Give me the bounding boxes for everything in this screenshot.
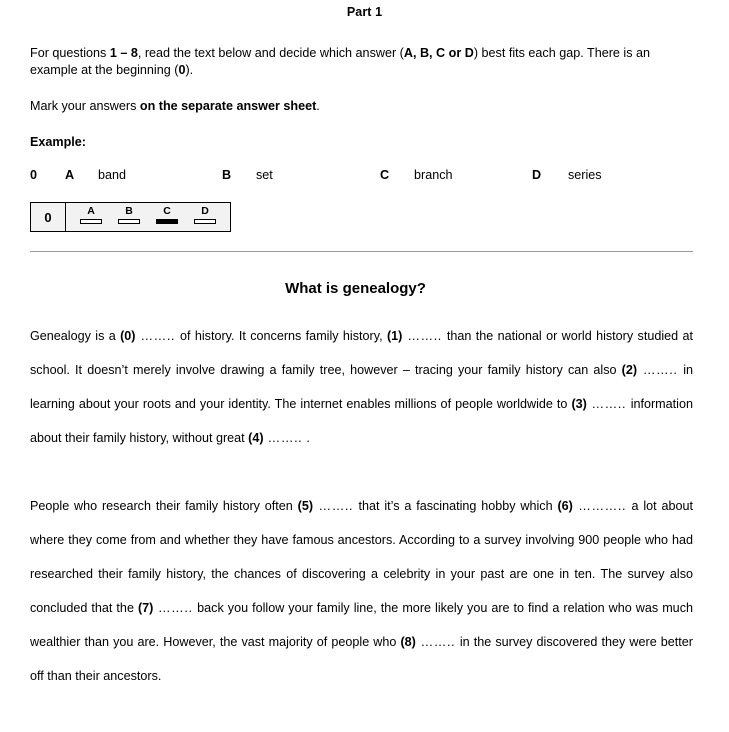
option-word-d: series (568, 168, 602, 182)
answer-grid-cell-d[interactable] (189, 205, 221, 224)
page-content (0, 45, 729, 693)
answer-grid-bar-d[interactable] (194, 219, 216, 224)
rubric-text-2: , read the text below and decide which answer ( (137, 46, 404, 60)
example-question-number: 0 (30, 168, 38, 182)
gap-dots-0: …….. (135, 329, 180, 343)
gap-dots-5: …….. (313, 499, 359, 513)
article-paragraph-1 (30, 319, 693, 455)
rubric-text-3: ) best fits each gap. There is an example at the beginning ( (30, 46, 651, 77)
example-options-row (30, 168, 693, 188)
gap-number-1: (1) (386, 329, 403, 343)
gap-dots-7: …….. (153, 601, 198, 615)
par2-text-1: People who research their family history often (30, 499, 298, 513)
par1-text-1: Genealogy is a (30, 329, 121, 343)
gap-number-6: (6) (557, 499, 573, 513)
gap-number-8: (8) (400, 635, 416, 649)
article-title: What is genealogy? (285, 280, 426, 297)
gap-number-2: (2) (621, 363, 638, 377)
gap-dots-1: …….. (402, 329, 447, 343)
part-title: Part 1 (346, 5, 383, 19)
answer-grid-letter-d: D (201, 205, 209, 217)
par1-text-4: in learning about your roots and your identity. The internet enables millions of people worldwide to (30, 363, 693, 411)
option-word-c: branch (414, 168, 453, 182)
mark-answers-instruction (30, 98, 693, 115)
par2-text-5: in the survey discovered they were better off than their ancestors. (30, 635, 693, 683)
option-word-a: band (98, 168, 127, 182)
par1-text-5: information about their family history, without great (30, 397, 693, 445)
option-letter-a: A (65, 168, 75, 182)
answer-grid-question-number: 0 (31, 203, 66, 231)
gap-dots-4: …….. (263, 431, 307, 445)
rubric-text-1: For questions (30, 46, 110, 60)
answer-grid-bar-b[interactable] (118, 219, 140, 224)
gap-number-5: (5) (297, 499, 314, 513)
par1-text-6: . (306, 431, 310, 445)
gap-dots-2: …….. (637, 363, 684, 377)
answer-grid-bar-c[interactable] (156, 219, 178, 224)
answer-grid-letter-a: A (87, 205, 95, 217)
answer-grid-cell-c[interactable] (151, 205, 183, 224)
rubric-answer-choices: A, B, C or D (403, 46, 474, 60)
par2-text-3: a lot about where they come from and whether they have famous ancestors. According to a survey involving 900 people who had researched their family history, the chances of discovering a celebrity in your past are one in ten. The survey also concluded that the (30, 499, 693, 615)
rubric-example-number: 0 (178, 63, 186, 77)
example-label: Example: (30, 135, 86, 149)
option-letter-d: D (532, 168, 542, 182)
answer-grid-letter-c: C (163, 205, 171, 217)
article-paragraph-2 (30, 489, 693, 693)
answer-grid-options (66, 203, 230, 231)
gap-number-4: (4) (248, 431, 264, 445)
section-divider (30, 251, 693, 252)
mark-text-2: . (316, 99, 320, 113)
par1-text-2: of history. It concerns family history, (180, 329, 387, 343)
par2-text-4: back you follow your family line, the more likely you are to find a relation who was much wealthier than you are. However, the vast majority of people who (30, 601, 693, 649)
option-letter-c: C (380, 168, 390, 182)
instructions-rubric (30, 45, 693, 79)
par1-text-3: than the national or world history studied at school. It doesn’t merely involve drawing a family tree, however – tracing your family history can also (30, 329, 693, 377)
mark-answer-sheet-emphasis: on the separate answer sheet (139, 99, 317, 113)
answer-grid-letter-b: B (125, 205, 133, 217)
gap-dots-8: …….. (415, 635, 460, 649)
answer-grid-cell-a[interactable] (75, 205, 107, 224)
gap-dots-3: …….. (586, 397, 631, 411)
mark-text-1: Mark your answers (30, 99, 140, 113)
gap-number-0: (0) (120, 329, 136, 343)
gap-dots-6: ……….. (572, 499, 632, 513)
rubric-question-range: 1 – 8 (109, 46, 138, 60)
option-word-b: set (256, 168, 273, 182)
option-letter-b: B (222, 168, 232, 182)
gap-number-7: (7) (137, 601, 154, 615)
gap-number-3: (3) (571, 397, 587, 411)
par2-text-2: that it’s a fascinating hobby which (358, 499, 558, 513)
rubric-text-4: ). (185, 63, 194, 77)
example-answer-grid[interactable] (30, 202, 231, 232)
answer-grid-cell-b[interactable] (113, 205, 145, 224)
answer-grid-bar-a[interactable] (80, 219, 102, 224)
